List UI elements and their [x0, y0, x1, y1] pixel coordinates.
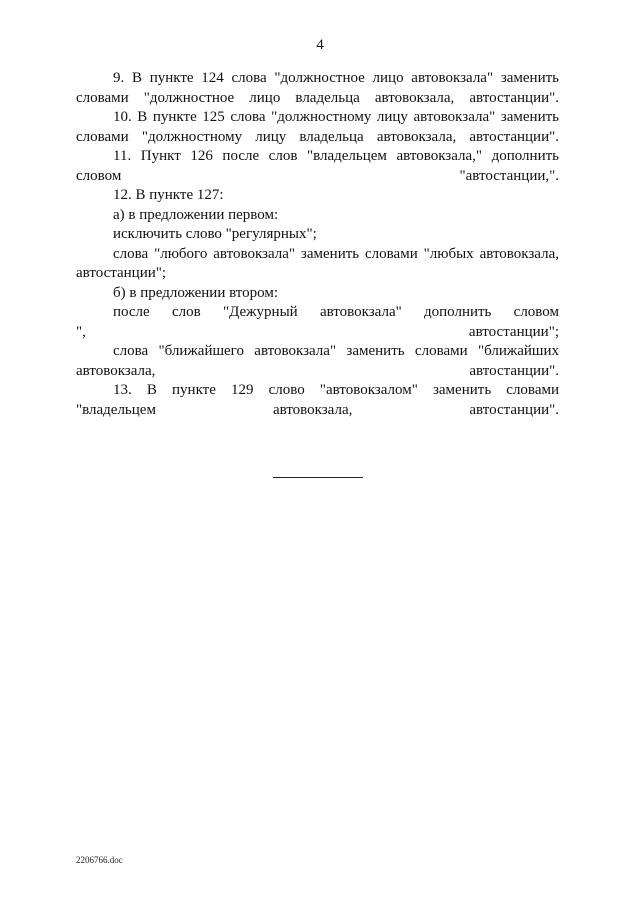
paragraph-line: словом "автостанции,".	[76, 167, 559, 184]
paragraph-line: "владельцем автовокзала, автостанции".	[76, 401, 559, 418]
paragraph-line: словами "должностному лицу владельца автовокзала, автостанции".	[76, 128, 559, 145]
paragraph-line: 13. В пункте 129 слово "автовокзалом" заменить словами	[113, 382, 559, 398]
paragraph-line: б) в предложении втором:	[113, 284, 279, 301]
paragraph-item-11	[76, 147, 559, 186]
paragraph-line: автостанции";	[76, 265, 167, 281]
paragraph-line: а) в предложении первом:	[113, 206, 279, 223]
paragraph-after-words	[76, 303, 559, 342]
paragraph-item-9	[76, 69, 559, 108]
paragraph-line: 9. В пункте 124 слова "должностное лицо автовокзала" заменить	[113, 70, 559, 86]
paragraph-sub-a	[76, 206, 559, 226]
paragraph-line: 11. Пункт 126 после слов "владельцем автовокзала," дополнить	[113, 148, 559, 164]
paragraph-replace-nearest	[76, 342, 559, 381]
paragraph-item-12	[76, 186, 559, 206]
paragraph-line: автовокзала, автостанции".	[76, 362, 559, 379]
footer-filename: 2206766.doc	[76, 855, 123, 865]
paragraph-line: после слов "Дежурный автовокзала" дополнить словом	[113, 304, 559, 320]
page-number: 4	[316, 37, 324, 53]
document-body	[76, 69, 559, 420]
closing-divider	[273, 477, 363, 478]
paragraph-line: 12. В пункте 127:	[113, 187, 224, 203]
paragraph-line: ", автостанции";	[76, 323, 559, 340]
paragraph-item-13	[76, 381, 559, 420]
paragraph-line: слова "ближайшего автовокзала" заменить словами "ближайших	[113, 343, 559, 359]
paragraph-line: слова "любого автовокзала" заменить словами "любых автовокзала,	[113, 245, 559, 262]
paragraph-item-10	[76, 108, 559, 147]
paragraph-replace-any	[76, 245, 559, 284]
paragraph-line: исключить слово "регулярных";	[113, 226, 317, 242]
paragraph-line: 10. В пункте 125 слова "должностному лицу автовокзала" заменить	[113, 109, 559, 125]
paragraph-exclude-word	[76, 225, 559, 245]
paragraph-line: словами "должностное лицо владельца автовокзала, автостанции".	[76, 89, 559, 106]
paragraph-sub-b	[76, 284, 559, 304]
